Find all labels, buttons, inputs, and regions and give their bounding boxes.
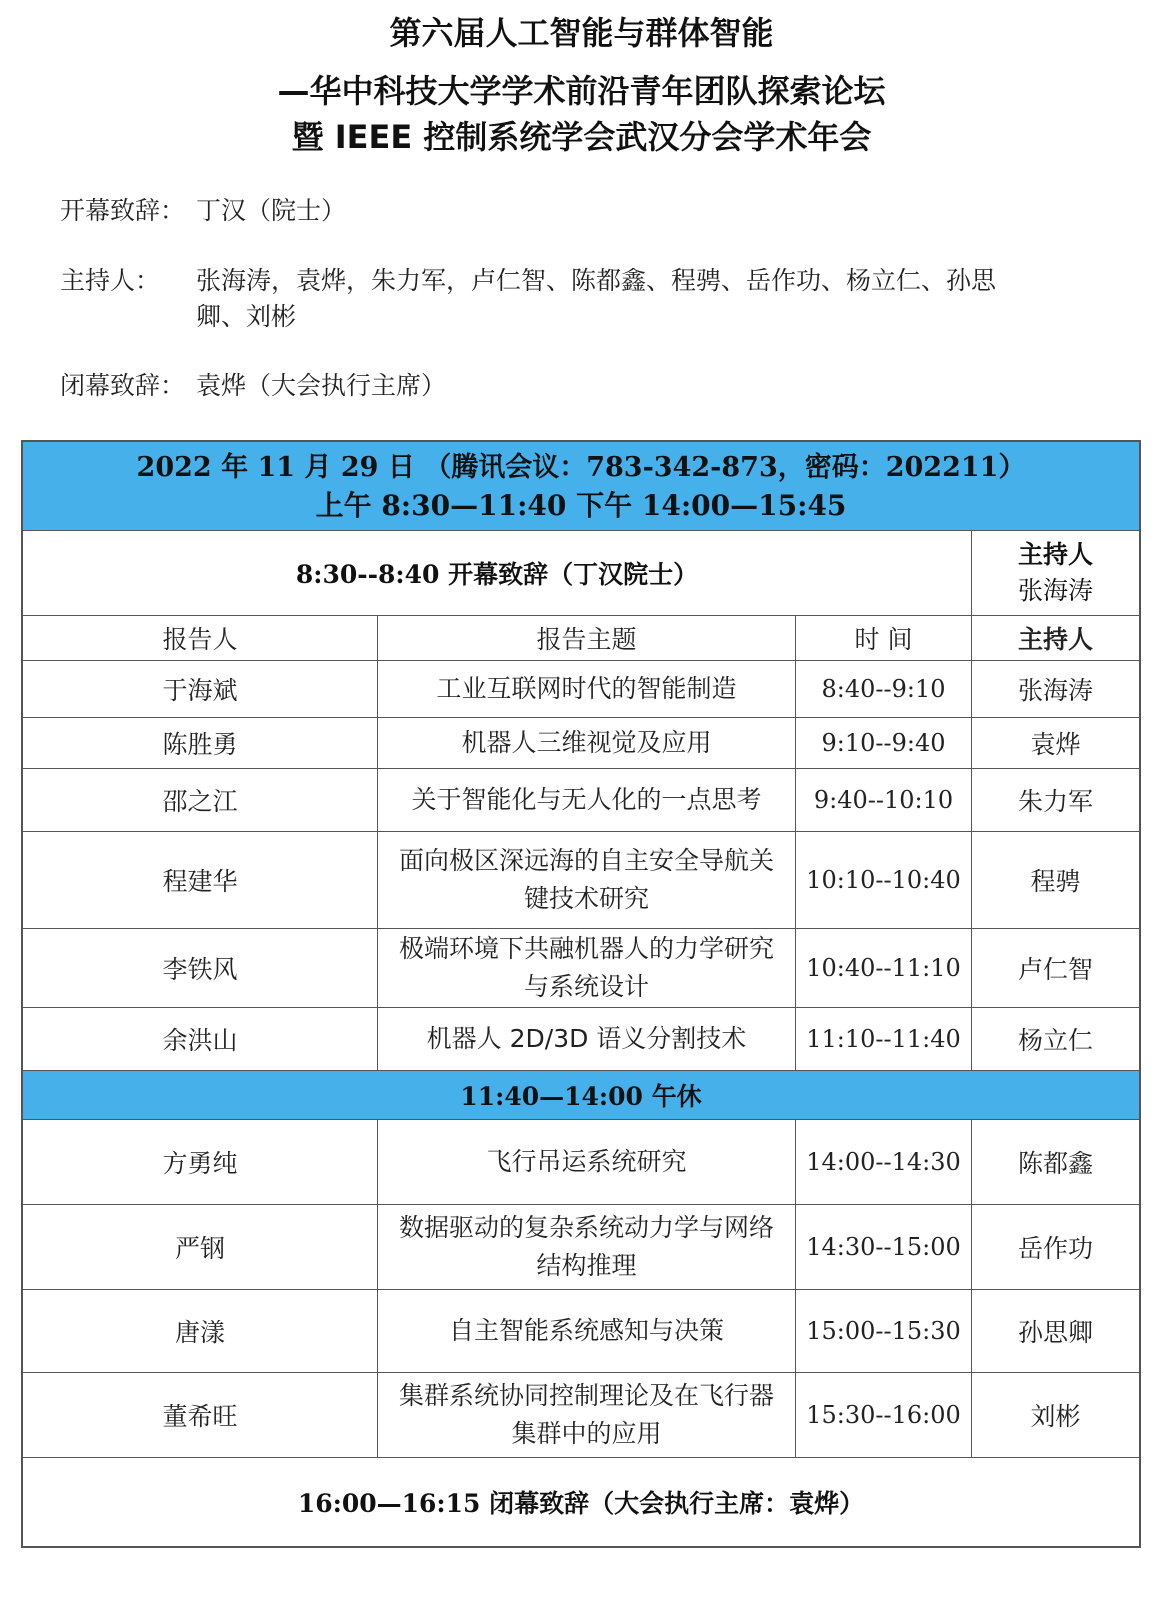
closing-speech-info bbox=[60, 368, 1060, 404]
time-slot: 14:00--14:30 bbox=[796, 1120, 972, 1204]
speaker: 唐漾 bbox=[23, 1290, 378, 1372]
time-slot: 15:30--16:00 bbox=[796, 1373, 972, 1457]
title-line-2: —华中科技大学学术前沿青年团队探索论坛 bbox=[277, 72, 886, 110]
host: 杨立仁 bbox=[1017, 1026, 1093, 1055]
topic: 工业互联网时代的智能制造 bbox=[378, 661, 796, 717]
opening-host-name: 张海涛 bbox=[1017, 576, 1093, 605]
host: 卢仁智 bbox=[1017, 955, 1093, 984]
table-row bbox=[23, 929, 1139, 1008]
closing-session-row bbox=[23, 1458, 1139, 1546]
hosts-label: 主持人： bbox=[60, 266, 161, 295]
host: 陈都鑫 bbox=[1017, 1149, 1093, 1178]
table-row bbox=[23, 832, 1139, 929]
lunch-break-row: 11:40—14:00 午休 bbox=[23, 1071, 1139, 1120]
speaker: 方勇纯 bbox=[23, 1120, 378, 1204]
speaker: 于海斌 bbox=[23, 661, 378, 717]
time-slot: 9:40--10:10 bbox=[796, 769, 972, 831]
topic: 极端环境下共融机器人的力学研究与系统设计 bbox=[378, 929, 796, 1007]
title-line-3: 暨 IEEE 控制系统学会武汉分会学术年会 bbox=[291, 118, 872, 156]
table-row bbox=[23, 718, 1139, 769]
speaker: 严钢 bbox=[23, 1205, 378, 1289]
time-slot: 15:00--15:30 bbox=[796, 1290, 972, 1372]
host: 刘彬 bbox=[1030, 1402, 1081, 1431]
speaker: 李铁风 bbox=[23, 929, 378, 1007]
topic: 数据驱动的复杂系统动力学与网络结构推理 bbox=[378, 1205, 796, 1289]
opening-host-cell bbox=[972, 531, 1139, 615]
speaker: 董希旺 bbox=[23, 1373, 378, 1457]
opening-session: 8:30--8:40 开幕致辞（丁汉院士） bbox=[23, 531, 972, 615]
table-row bbox=[23, 1120, 1139, 1205]
title-line-1: 第六届人工智能与群体智能 bbox=[389, 14, 774, 52]
time-slot: 8:40--9:10 bbox=[796, 661, 972, 717]
time-slot: 10:40--11:10 bbox=[796, 929, 972, 1007]
speaker: 邵之江 bbox=[23, 769, 378, 831]
table-row bbox=[23, 661, 1139, 718]
speaker: 陈胜勇 bbox=[23, 718, 378, 768]
column-header-row bbox=[23, 616, 1139, 661]
topic: 关于智能化与无人化的一点思考 bbox=[378, 769, 796, 831]
hosts-value: 张海涛，袁烨，朱力军，卢仁智、陈都鑫、程骋、岳作功、杨立仁、孙思卿、刘彬 bbox=[196, 266, 997, 331]
col-header-speaker: 报告人 bbox=[23, 616, 378, 660]
opening-session-row bbox=[23, 531, 1139, 616]
time-slot: 10:10--10:40 bbox=[796, 832, 972, 928]
time-slot: 9:10--9:40 bbox=[796, 718, 972, 768]
opening-label: 开幕致辞： bbox=[60, 196, 186, 225]
host: 岳作功 bbox=[1017, 1234, 1093, 1263]
closing-session: 16:00—16:15 闭幕致辞（大会执行主席：袁烨） bbox=[297, 1489, 865, 1518]
topic: 面向极区深远海的自主安全导航关键技术研究 bbox=[378, 832, 796, 928]
topic: 飞行吊运系统研究 bbox=[378, 1120, 796, 1204]
session-time-line: 上午 8:30—11:40 下午 14:00—15:45 bbox=[315, 489, 847, 522]
date-banner bbox=[23, 442, 1139, 531]
col-header-host: 主持人 bbox=[1017, 625, 1093, 654]
table-row bbox=[23, 1373, 1139, 1458]
topic: 集群系统协同控制理论及在飞行器集群中的应用 bbox=[378, 1373, 796, 1457]
opening-host-label: 主持人 bbox=[1017, 540, 1093, 569]
date-meeting-line: 2022 年 11 月 29 日 （腾讯会议：783-342-873，密码：202211） bbox=[136, 452, 1026, 483]
table-row bbox=[23, 1290, 1139, 1373]
speaker: 程建华 bbox=[23, 832, 378, 928]
topic: 机器人三维视觉及应用 bbox=[378, 718, 796, 768]
topic: 自主智能系统感知与决策 bbox=[378, 1290, 796, 1372]
schedule-table bbox=[21, 440, 1141, 1548]
col-header-topic: 报告主题 bbox=[378, 616, 796, 660]
host: 朱力军 bbox=[1017, 787, 1093, 816]
table-row bbox=[23, 1008, 1139, 1071]
table-row bbox=[23, 1205, 1139, 1290]
host: 袁烨 bbox=[1030, 730, 1081, 759]
hosts-info bbox=[60, 263, 1060, 335]
opening-speech-info bbox=[60, 193, 1060, 229]
table-row bbox=[23, 769, 1139, 832]
host: 张海涛 bbox=[1017, 676, 1093, 705]
host: 程骋 bbox=[1030, 867, 1081, 896]
closing-value: 袁烨（大会执行主席） bbox=[196, 371, 447, 400]
closing-label: 闭幕致辞： bbox=[60, 371, 186, 400]
topic: 机器人 2D/3D 语义分割技术 bbox=[378, 1008, 796, 1070]
col-header-time: 时 间 bbox=[796, 616, 972, 660]
speaker: 余洪山 bbox=[23, 1008, 378, 1070]
time-slot: 14:30--15:00 bbox=[796, 1205, 972, 1289]
opening-value: 丁汉（院士） bbox=[196, 196, 347, 225]
host: 孙思卿 bbox=[1017, 1318, 1093, 1347]
time-slot: 11:10--11:40 bbox=[796, 1008, 972, 1070]
